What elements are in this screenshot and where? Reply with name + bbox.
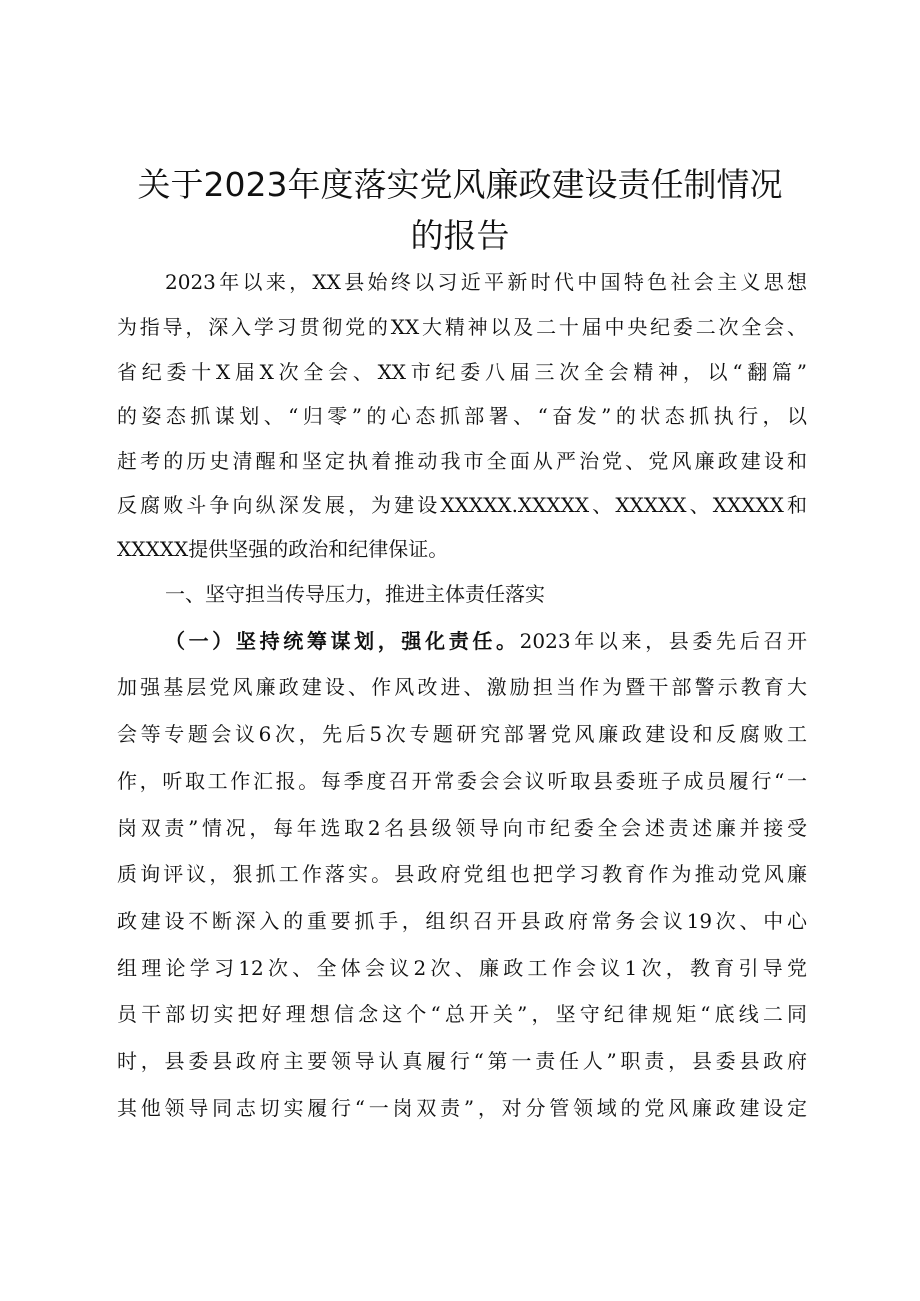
- body-line: 员干部切实把好理想信念这个“总开关”，坚守纪律规矩“底线二同: [117, 1002, 807, 1026]
- body-line: 质询评议，狠抓工作落实。县政府党组也把学习教育作为推动党风廉: [117, 862, 807, 886]
- intro-line: 2023年以来，XX县始终以习近平新时代中国特色社会主义思想: [165, 270, 807, 294]
- document-title-line-2: 的报告: [410, 216, 510, 255]
- subsection-lead: （一）坚持统筹谋划，强化责任。: [165, 629, 520, 653]
- body-line: 政建设不断深入的重要抓手，组织召开县政府常务会议19次、中心: [117, 909, 807, 933]
- document-title-line-1: 关于2023年度落实党风廉政建设责任制情况: [137, 165, 783, 204]
- body-line: 加强基层党风廉政建设、作风改进、激励担当作为暨干部警示教育大: [117, 675, 807, 699]
- intro-line: 反腐败斗争向纵深发展，为建设XXXXX.XXXXX、XXXXX、XXXXX和: [117, 493, 807, 517]
- body-line: 作，听取工作汇报。每季度召开常委会会议听取县委班子成员履行“一: [117, 769, 807, 793]
- subsection-first-line-rest: 2023年以来，县委先后召开: [519, 629, 807, 653]
- body-line: 岗双责”情况，每年选取2名县级领导向市纪委全会述责述廉并接受: [117, 816, 807, 840]
- intro-line: 的姿态抓谋划、“归零”的心态抓部署、“奋发”的状态抓执行，以: [117, 404, 807, 428]
- body-line: 组理论学习12次、全体会议2次、廉政工作会议1次，教育引导党: [117, 956, 807, 980]
- body-line: 时，县委县政府主要领导认真履行“第一责任人”职责，县委县政府: [117, 1049, 807, 1073]
- intro-line: 赶考的历史清醒和坚定执着推动我市全面从严治党、党风廉政建设和: [117, 449, 807, 473]
- intro-line: 为指导，深入学习贯彻党的XX大精神以及二十届中央纪委二次全会、: [117, 315, 807, 339]
- body-line: 其他领导同志切实履行“一岗双责”，对分管领域的党风廉政建设定: [117, 1096, 807, 1120]
- subsection-first-line: [165, 631, 807, 651]
- intro-line: 省纪委十X届X次全会、XX市纪委八届三次全会精神，以“翻篇”: [117, 360, 807, 384]
- section-heading: 一、坚守担当传导压力，推进主体责任落实: [165, 582, 545, 606]
- intro-line: XXXXX提供坚强的政治和纪律保证。: [117, 537, 449, 561]
- body-line: 会等专题会议6次，先后5次专题研究部署党风廉政建设和反腐败工: [117, 722, 807, 746]
